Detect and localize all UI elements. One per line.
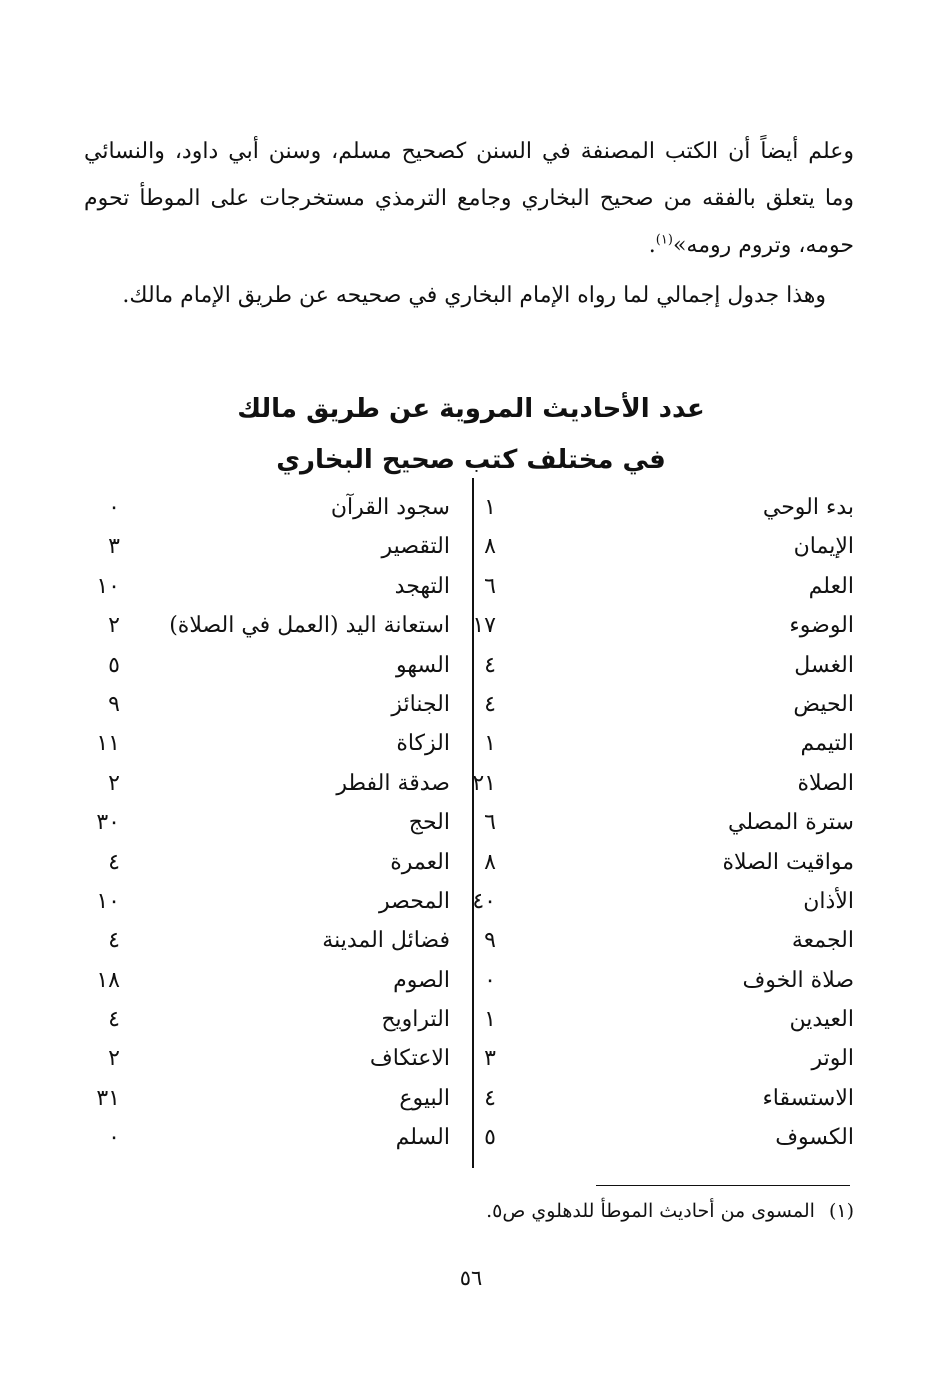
- chapter-name: فضائل المدينة: [322, 928, 450, 954]
- paragraph-intro: [84, 128, 854, 269]
- chapter-name: الجنائز: [391, 691, 450, 717]
- table-row: [90, 527, 450, 566]
- chapter-name: المحصر: [379, 888, 450, 914]
- table-row: [90, 921, 450, 960]
- footnote-separator: [596, 1185, 850, 1186]
- table-row: [472, 606, 854, 645]
- hadith-count: ١٠: [96, 888, 120, 914]
- hadith-count: ٣: [108, 534, 120, 560]
- table-row: [90, 646, 450, 685]
- table-row: [90, 1000, 450, 1039]
- chapter-name: سجود القرآن: [330, 495, 450, 520]
- hadith-count: ٥: [108, 652, 120, 678]
- hadith-count: ٦: [484, 573, 496, 599]
- hadith-count: ٥: [484, 1125, 496, 1151]
- chapter-name: بدء الوحي: [762, 495, 854, 520]
- hadith-count: ٣١: [96, 1085, 120, 1111]
- paragraph-table-intro: [84, 272, 854, 319]
- chapter-name: الإيمان: [793, 534, 854, 560]
- chapter-name: سترة المصلي: [728, 810, 854, 836]
- hadith-count: ١٨: [96, 967, 120, 993]
- hadith-count: ٠: [108, 1125, 120, 1151]
- table-row: [90, 843, 450, 882]
- hadith-count: ٤٠: [472, 888, 496, 914]
- chapter-name: الاعتكاف: [369, 1046, 450, 1072]
- table-row: [90, 961, 450, 1000]
- page-number: ٥٦: [459, 1266, 483, 1290]
- table-row: [484, 921, 854, 960]
- hadith-count: ٣: [484, 1046, 496, 1072]
- chapter-name: البيوع: [399, 1085, 450, 1111]
- hadith-count: ٢: [108, 1046, 120, 1072]
- hadith-count: ٢١: [472, 770, 496, 796]
- table-row: [484, 1000, 854, 1039]
- chapter-name: الزكاة: [396, 731, 450, 757]
- table-title-line-1: عدد الأحاديث المروية عن طريق مالك: [237, 394, 705, 424]
- table-row: [484, 567, 854, 606]
- chapter-name: الكسوف: [775, 1125, 854, 1151]
- paragraph-table-intro-text: وهذا جدول إجمالي لما رواه الإمام البخاري في صحيحه عن طريق الإمام مالك.: [122, 283, 826, 308]
- table-row: [90, 724, 450, 763]
- chapter-name: التهجد: [394, 573, 450, 599]
- paragraph-intro-end: .: [648, 233, 656, 258]
- hadith-count: ١: [484, 731, 496, 757]
- chapter-name: الغسل: [794, 652, 854, 678]
- chapter-name: استعانة اليد (العمل في الصلاة): [169, 613, 450, 639]
- table-row: [484, 488, 854, 527]
- hadith-count: ١١: [96, 731, 120, 757]
- footnote: [486, 1196, 854, 1226]
- chapter-name: التراويح: [381, 1007, 450, 1033]
- chapter-name: السلم: [395, 1125, 450, 1151]
- hadith-count: ١٠: [96, 573, 120, 599]
- table-right-column: [472, 488, 854, 1158]
- table-row: [90, 1118, 450, 1157]
- hadith-count: ٨: [484, 534, 496, 560]
- hadith-count: ٠: [108, 495, 120, 520]
- chapter-name: الجمعة: [791, 928, 854, 954]
- hadith-count: ٤: [484, 1085, 496, 1111]
- hadith-count: ٢: [108, 613, 120, 639]
- table-left-column: [90, 488, 450, 1158]
- hadith-count: ٩: [484, 928, 496, 954]
- table-row: [484, 527, 854, 566]
- table-row: [484, 646, 854, 685]
- hadith-count: ١: [484, 495, 496, 520]
- table-row: [484, 1118, 854, 1157]
- chapter-name: العلم: [808, 573, 854, 599]
- hadith-count: ٨: [484, 849, 496, 875]
- table-row: [90, 803, 450, 842]
- hadith-count: ١: [484, 1007, 496, 1033]
- chapter-name: العمرة: [390, 849, 450, 875]
- table-title-line-2: في مختلف كتب صحيح البخاري: [276, 445, 666, 475]
- chapter-name: الصوم: [393, 967, 450, 993]
- table-row: [90, 882, 450, 921]
- footnote-mark: (١): [828, 1200, 854, 1222]
- chapter-name: الاستسقاء: [762, 1085, 854, 1111]
- hadith-count: ٤: [484, 691, 496, 717]
- chapter-name: الأذان: [803, 888, 854, 914]
- table-row: [484, 961, 854, 1000]
- hadith-count: ٤: [108, 928, 120, 954]
- table-row: [90, 1039, 450, 1078]
- chapter-name: التيمم: [800, 731, 854, 757]
- table-row: [484, 724, 854, 763]
- table-row: [484, 803, 854, 842]
- table-row: [90, 764, 450, 803]
- hadith-count: ٩: [108, 691, 120, 717]
- table-row: [90, 567, 450, 606]
- chapter-name: الوتر: [811, 1046, 854, 1072]
- chapter-name: الحيض: [793, 691, 854, 717]
- table-row: [472, 764, 854, 803]
- table-row: [484, 843, 854, 882]
- hadith-count: ٢: [108, 770, 120, 796]
- hadith-count: ٣٠: [96, 810, 120, 836]
- chapter-name: السهو: [396, 652, 450, 678]
- hadith-count: ٤: [108, 1007, 120, 1033]
- chapter-name: الصلاة: [797, 770, 854, 796]
- chapter-name: مواقيت الصلاة: [722, 849, 854, 875]
- hadith-count: ٤: [108, 849, 120, 875]
- hadith-count: ٠: [484, 967, 496, 993]
- hadith-count: ٤: [484, 652, 496, 678]
- chapter-name: الوضوء: [789, 613, 854, 639]
- table-row: [484, 1039, 854, 1078]
- chapter-name: الحج: [408, 810, 450, 836]
- table-row: [90, 606, 450, 645]
- chapter-name: العيدين: [789, 1007, 854, 1033]
- table-row: [484, 685, 854, 724]
- chapter-name: صلاة الخوف: [742, 967, 854, 993]
- chapter-name: صدقة الفطر: [336, 770, 450, 796]
- table-row: [90, 488, 450, 527]
- hadith-count: ١٧: [472, 613, 496, 639]
- table-row: [484, 1079, 854, 1118]
- table-row: [472, 882, 854, 921]
- footnote-reference[interactable]: (١): [655, 232, 673, 248]
- hadith-count: ٦: [484, 810, 496, 836]
- paragraph-intro-text: وعلم أيضاً أن الكتب المصنفة في السنن كصحيح مسلم، وسنن أبي داود، والنسائي وما يتعلق بالفقه من صحيح البخاري وجامع الترمذي مستخرجات على الموطأ تحوم حومه، وتروم رومه»: [84, 139, 854, 258]
- table-row: [90, 685, 450, 724]
- footnote-text: المسوى من أحاديث الموطأ للدهلوي ص٥.: [486, 1200, 815, 1222]
- table-row: [90, 1079, 450, 1118]
- chapter-name: التقصير: [381, 534, 450, 560]
